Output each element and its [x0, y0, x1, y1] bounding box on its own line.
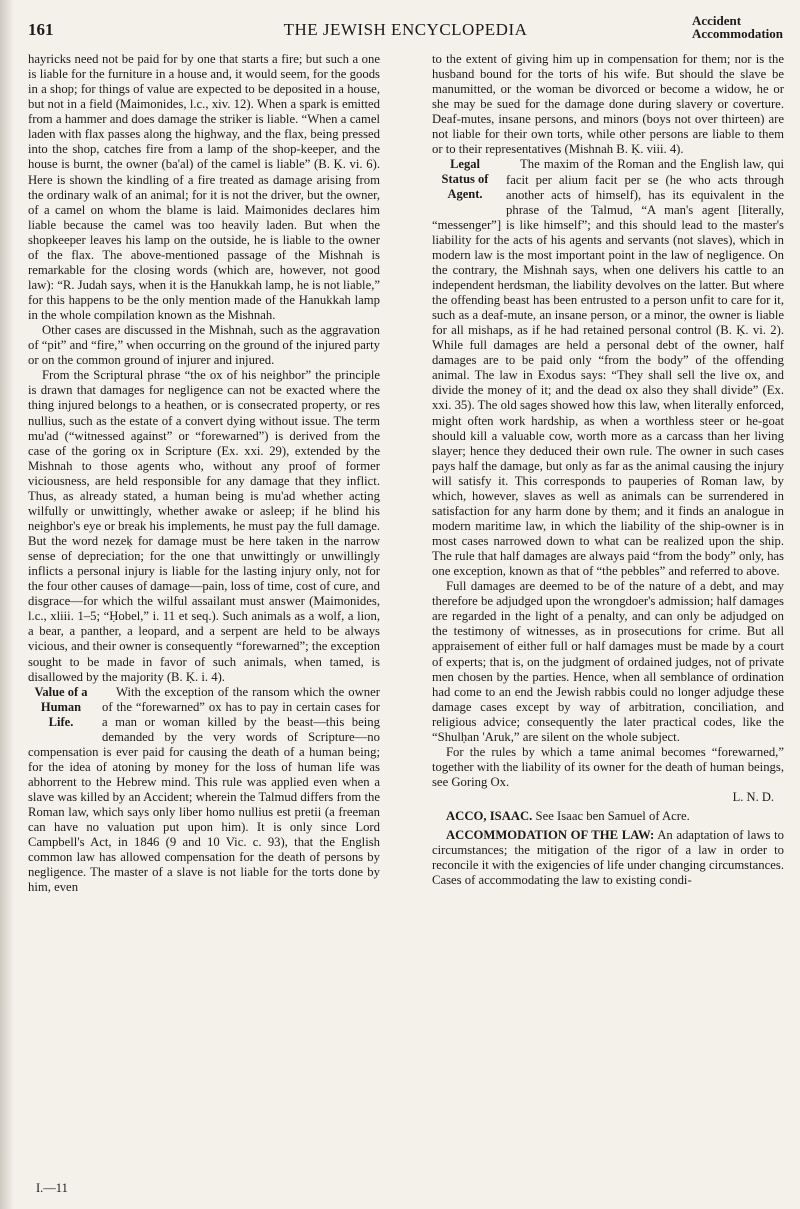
left-column	[28, 52, 380, 896]
guide-word-last: Accommodation	[692, 26, 783, 41]
entry-crossref-acco: See Isaac ben Samuel of Acre.	[535, 809, 690, 824]
entry-text-accommodation: An adaptation of laws to circumstances; the mitigation of the rigor of a law in order to reconcile it with the exigencies of life under changing circumstances. Cases of accommodating the law to existing condi-	[432, 828, 784, 888]
guide-word-first: Accident	[692, 13, 742, 28]
page-edge-shadow	[0, 0, 14, 1209]
paragraph: hayricks need not be paid for by one that starts a fire; but such a one is liable for the furniture in a house and, it would seem, for the goods in a shop; for things of value are expected to be deposited in a house, but not in a field (Maimonides, l.c., xiv. 12). When a spark is emitted from a hammer and does damage the striker is liable. “When a camel laden with flax passes along the highway, and the flax, being pressed into the shop, catches fire from a lamp of the shop-keeper, and the house is burnt, the owner (ba'al) of the camel is liable” (B. Ḳ. vi. 6). Here is shown the kindling of a fire treated as damage arising from the ordinary walk of an animal; for it is not the driver, but the owner, of a camel on whom the blame is laid. Maimonides declares him liable because the camel was too heavily laden. But when the shopkeeper leaves his lamp on the outside, he is liable to the owner of the flax. The above-mentioned passage of the Mishnah is remarkable for the closing words (which are, however, not good law): “R. Judah says, when it is the Ḥanukkah lamp, he is not liable,” for this happens to be the only mention made of the Hanukkah lamp in the whole compilation known as the Mishnah.	[28, 52, 381, 323]
guide-words	[692, 14, 783, 40]
page-header	[28, 14, 783, 54]
paragraph: With the exception of the ransom which the owner of the “forewarned” ox has to pay in certain cases for a man or woman killed by the beast—this being demanded by the very words of Scripture—no compensation is ever paid for causing the death of a human being; for the idea of atoning by money for the loss of human life was abhorrent to the Hebrew mind. This rule was applied even when a slave was killed by an Accident; wherein the Talmud differs from the Roman law, which says only liber homo nullius est pretii (a freeman can have no valuation put upon him). It is only since Lord Campbell's Act, in 1846 (9 and 10 Vic. c. 93), that the English common law has allowed compensation for the death of persons by negligence. The master of a slave is not liable for the torts done by him, even	[28, 684, 380, 895]
running-title: THE JEWISH ENCYCLOPEDIA	[283, 20, 528, 39]
signature-mark: I.—11	[36, 1181, 68, 1195]
author-signature: L. N. D.	[732, 790, 774, 805]
paragraph: From the Scriptural phrase “the ox of his neighbor” the principle is drawn that damages for negligence can not be exacted where the thing injured belongs to a heathen, or is consecrated property, or res nullius, such as the estate of a convert dying without issue. The term mu'ad (“witnessed against” or “forewarned”) is derived from the case of the goring ox in Scripture (Ex. xxi. 29), extended by the Mishnah to those agents who, without any proof of former viciousness, are held responsible for any damage that they inflict. Thus, as already stated, a human being is mu'ad whether acting wilfully or unwittingly, whether awake or asleep; if he blind his neighbor's eye or break his implements, he must pay the full damage. But the word nezeḳ for damage must be here taken in the narrow sense of depreciation; for the one that unwittingly or unwillingly inflicts a personal injury is liable for the lasting injury only, not for the four other causes of damage—pain, loss of time, cost of cure, and disgrace—for which the wilful assailant must answer (Maimonides, l.c., xliii. 1–5; “Ḥobel,” i. 11 et seq.). Such animals as a wolf, a lion, a bear, a panther, a leopard, and a serpent are held to be always vicious, and their owner is consequently “forewarned”; the exception sought to be made in favor of such animals, when tamed, is disallowed by the majority (B. Ḳ. i. 4).	[28, 368, 380, 684]
paragraph: Other cases are discussed in the Mishnah, such as the aggravation of “pit” and “fire,” when occurring on the ground of the injured party or on the common ground of injurer and injured.	[28, 323, 380, 368]
entry-heading-acco: ACCO, ISAAC.	[446, 809, 533, 824]
paragraph: The maxim of the Roman and the English law, qui facit per alium facit per se (he who acts through another acts of himself), has its equivalent in the phrase of the Talmud, “A man's agent [literally, “messenger”] is like himself”; and this should lead to the master's liability for the acts of his agents and servants (not slaves), which in modern law is the most important point in the law of negligence. On the contrary, the Mishnah says, when one delivers his cattle to an independent herdsman, the liability devolves on the latter. But where the offending beast has been entrusted to a person unfit to care for it, such as a deaf-mute, an insane person, or a minor, the owner is liable for all mishaps, as if he had retained personal control (B. Ḳ. vi. 2). While full damages are held a personal debt of the owner, half damages are to be paid only “from the body” of the offending animal. The law in Exodus says: “They shall sell the live ox, and divide the money of it; and the dead ox also they shall divide” (Ex. xxi. 35). The old sages showed how this law, when literally enforced, might often work hardship, as when a worthless steer or he-goat should kill a valuable cow, worth more as a carcass than her living slayer; hence they deduced their own rule. The owner in such cases pays half the damage, but only as far as the animal causing the injury will satisfy it. This corresponds to pauperies of Roman law, by which, however, slaves as well as animals can be surrendered in satisfaction for any harm done by them; and it finds an analogue in modern maritime law, in which the liability of the ship-owner is in most cases narrowed down to what can be realized upon the ship. The rule that half damages are always paid “from the body” only, has one exception, known as that of “the pebbles” and referred to above.	[432, 157, 784, 579]
right-column	[432, 52, 784, 888]
paragraph: For the rules by which a tame animal becomes “forewarned,” together with the liability of its owner for the death of human beings, see Goring Ox.	[432, 744, 784, 789]
paragraph: to the extent of giving him up in compensation for them; nor is the husband bound for the torts of his wife. But should the slave be manumitted, or the woman be divorced or become a widow, he or she may be sued for the damage done during slavery or coverture. Deaf-mutes, insane persons, and minors (boys not over thirteen) are not liable for their own torts, while other persons are liable to them or to their representatives (Mishnah B. Ḳ. viii. 4).	[432, 52, 784, 157]
paragraph: Full damages are deemed to be of the nature of a debt, and may therefore be adjudged upon the wrongdoer's admission; half damages are regarded in the light of a penalty, and can only be adjudged on the testimony of witnesses, as in prosecutions for crime. But all appraisement of either full or half damages must be made by a court of experts; that is, on the judgment of ordained judges, not of private men chosen by the parties. Hence, when all semblance of ordination had come to an end the Jewish rabbis could no longer adjudge these damage cases except by way of arbitration, conciliation, and religious advice; consequently the later practical codes, like the “Shulḥan 'Aruk,” are silent on the whole subject.	[432, 579, 784, 744]
side-heading-value-of-human-life: Value of a Human Life.	[34, 684, 88, 729]
entry-heading-accommodation: ACCOMMODATION OF THE LAW:	[446, 828, 655, 843]
page-number: 161	[28, 20, 54, 39]
side-heading-legal-status-of-agent: Legal Status of Agent.	[441, 157, 489, 202]
